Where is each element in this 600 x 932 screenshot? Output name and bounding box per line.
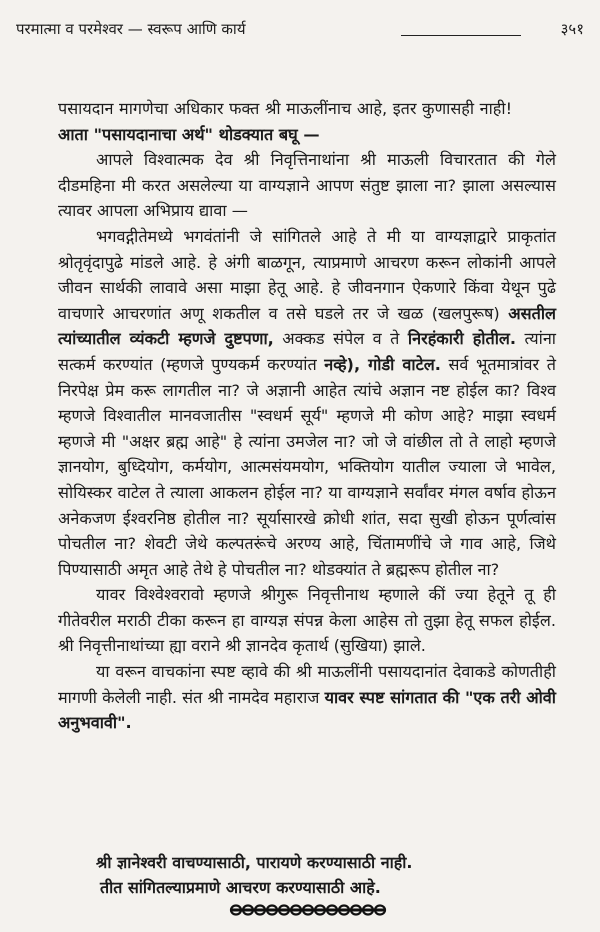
paragraph-3-bold-3: नव्हे), गोडी वाटेल. bbox=[324, 354, 441, 374]
paragraph-5 bbox=[58, 659, 556, 736]
paragraph-5-text: या वरून वाचकांना स्पष्ट व्हावे की श्री माऊलींनी पसायदानांत देवाकडे कोणतीही मागणी केलेली नाही. संत श्री नामदेव महाराज bbox=[58, 662, 556, 707]
closing-line-2: तीत सांगितल्याप्रमाणे आचरण करण्यासाठी आहे. bbox=[100, 878, 381, 897]
closing-line-1: श्री ज्ञानेश्वरी वाचण्यासाठी, पारायणे करण्यासाठी नाही. bbox=[96, 853, 413, 872]
paragraph-3-text-a: भगवद्गीतेमध्ये भगवंतांनी जे सांगितले आहे ते मी या वाग्यज्ञाद्वारे प्राकृतांत श्रोतृवृंदापुढे मांडले आहे. हे अंगी बाळगून, त्याप्रमाणे आचरण करून लोकांनी आपले जीवन सार्थकी लावावे असा माझा हेतू आहे. हे जीवनगान ऐकणारे किंवा येथून पुढे वाचणारे आचरणांत अणू शकतील व तसे घडले तर जे खळ (खलपुरूष) bbox=[58, 226, 556, 323]
scroll-divider-icon bbox=[228, 903, 388, 917]
page-number: ३५१ bbox=[560, 20, 584, 38]
section-heading: आता "पसायदानाचा अर्थ" थोडक्यात बघू — bbox=[58, 124, 320, 144]
body-text bbox=[58, 96, 556, 736]
paragraph-3-bold-1: असतील त्यांच्यातील व्यंकटी म्हणजे दुष्टपणा, bbox=[58, 303, 556, 349]
running-title: परमात्मा व परमेश्वर — स्वरूप आणि कार्य bbox=[16, 20, 246, 38]
paragraph-3-text-c: त्यांना सत्कर्म करण्यांत (म्हणजे पुण्यकर्म करण्यांत bbox=[58, 329, 556, 374]
paragraph-3-bold-2: निरहंकारी होतील. bbox=[407, 329, 517, 349]
paragraph-1 bbox=[58, 96, 556, 147]
paragraph-3-text-b: अक्कड संपेल व ते bbox=[282, 329, 400, 349]
running-header bbox=[16, 18, 584, 40]
header-rule bbox=[401, 35, 521, 36]
paragraph-4: यावर विश्वेश्वरावो म्हणजे श्रीगुरू निवृत्तीनाथ म्हणाले कीं ज्या हेतूने तू ही गीतेवरील मराठी टीका करून हा वाग्यज्ञ संपन्न केला आहेस तो तुझा हेतू सफल होईल. श्री निवृत्तीनाथांच्या ह्या वराने श्री ज्ञानदेव कृतार्थ (सुखिया) झाले. bbox=[58, 585, 556, 656]
paragraph-2: आपले विश्वात्मक देव श्री निवृत्तिनाथांना श्री माऊली विचारतात की गेले दीडमहिना मी करत असलेल्या या वाग्यज्ञाने आपण संतुष्ट झाला ना? झाला असल्यास त्यावर आपला अभिप्राय द्यावा — bbox=[58, 150, 556, 221]
closing-statement bbox=[96, 850, 536, 900]
paragraph-1-text: पसायदान मागणेचा अधिकार फक्त श्री माऊलींनाच आहे, इतर कुणासही नाही! bbox=[58, 99, 513, 118]
paragraph-3-text-d: सर्व भूतमात्रांवर ते निरपेक्ष प्रेम करू लागतील ना? जे अज्ञानी आहेत त्यांचे अज्ञान नष्ट होईल का? विश्व म्हणजे विश्वातील मानवजातीस "स्वधर्म सूर्य" म्हणजे मी कोण आहे? माझा स्वधर्म म्हणजे मी "अक्षर ब्रह्म आहे" हे त्यांना उमजेल ना? जो जे वांछील तो ते लाहो म्हणजे ज्ञानयोग, बुध्दियोग, कर्मयोग, आत्मसंयमयोग, भक्तियोग यातील ज्याला जे भावेल, सोयिस्कर वाटेल ते त्याला आकलन होईल ना? या वाग्यज्ञाने सर्वांवर मंगल वर्षाव होऊन अनेकजण ईश्वरनिष्ठ होतील ना? सूर्यासारखे क्रोधी शांत, सदा सुखी होऊन पूर्णत्वांस पोचतील ना? शेवटी जेथे कल्पतरूंचे अरण्य आहे, चिंतामणींचे जे गाव आहे, जिथे पिण्यासाठी अमृत आहे तेथे हे पोचतील ना? थोडक्यांत ते ब्रह्मरूप होतील ना? bbox=[58, 354, 556, 579]
paragraph-3 bbox=[58, 224, 556, 582]
paragraph-5-bold: यावर स्पष्ट सांगतात की "एक तरी ओवी अनुभवावी". bbox=[58, 687, 556, 733]
